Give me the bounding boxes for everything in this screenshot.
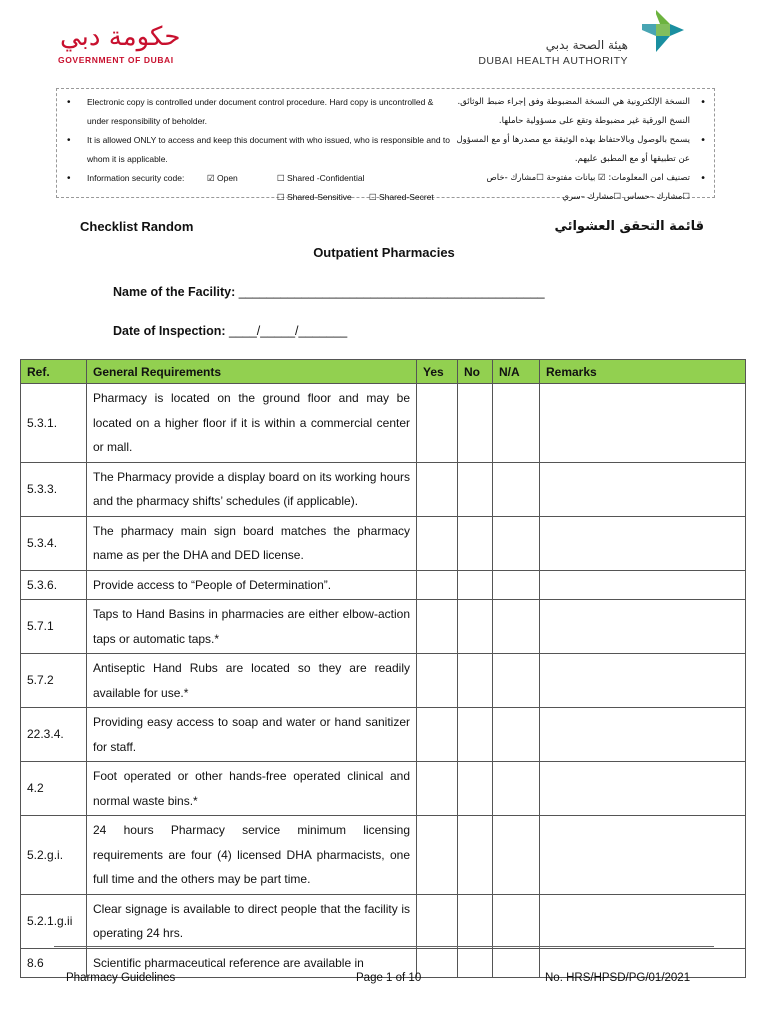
cell-ref: 5.2.g.i. [21, 816, 87, 895]
cell-remarks[interactable] [540, 600, 746, 654]
table-row [21, 762, 746, 816]
cell-yes[interactable] [417, 816, 458, 895]
cell-requirement: Taps to Hand Basins in pharmacies are either elbow-action taps or automatic taps.* [87, 600, 417, 654]
cell-yes[interactable] [417, 654, 458, 708]
cell-no[interactable] [458, 654, 493, 708]
footer-document-name: Pharmacy Guidelines [66, 972, 176, 984]
checklist-subtitle: Outpatient Pharmacies [313, 245, 455, 260]
notice-item-ar: • يسمح بالوصول وبالاحتفاظ بهذه الوثيقة مع مصدرها أو مع المسؤول عن تطبيقها أو مع المطبق عليهم. [446, 131, 706, 169]
cell-remarks[interactable] [540, 462, 746, 516]
cell-requirement: 24 hours Pharmacy service minimum licensing requirements are four (4) licensed DHA pharmacists, one full time and the others may be part time. [87, 816, 417, 895]
cell-ref: 5.7.1 [21, 600, 87, 654]
security-option-ar-1: ☐مشارك -خاص [486, 173, 544, 183]
header-remarks: Remarks [540, 360, 746, 384]
notice-item: • Electronic copy is controlled under document control procedure. Hard copy is uncontrolled & under responsibility of beholder. [65, 93, 455, 131]
cell-remarks[interactable] [540, 516, 746, 570]
cell-requirement: Foot operated or other hands-free operated clinical and normal waste bins.* [87, 762, 417, 816]
footer-divider [54, 946, 714, 947]
notice-item-ar: • النسخة الإلكترونية هي النسخة المضبوطة وفق إجراء ضبط الوثائق. النسخ الورقية غير مضبوطة وتقع على مسؤولية حاملها. [446, 93, 706, 131]
table-row [21, 654, 746, 708]
security-code-label-ar: تصنيف امن المعلومات: ☑ بيانات مفتوحة [546, 173, 690, 183]
cell-remarks[interactable] [540, 708, 746, 762]
cell-no[interactable] [458, 816, 493, 895]
header-ref: Ref. [21, 360, 87, 384]
cell-no[interactable] [458, 762, 493, 816]
cell-na[interactable] [493, 462, 540, 516]
cell-remarks[interactable] [540, 762, 746, 816]
table-header-row [21, 360, 746, 384]
cell-na[interactable] [493, 894, 540, 948]
inspection-date-blank[interactable]: ____/_____/_______ [225, 324, 348, 338]
cell-na[interactable] [493, 570, 540, 600]
table-row [21, 816, 746, 895]
cell-na[interactable] [493, 600, 540, 654]
header-na: N/A [493, 360, 540, 384]
cell-ref: 5.2.1.g.ii [21, 894, 87, 948]
checklist-title-arabic: قائمة التحقق العشوائي [554, 219, 704, 234]
cell-ref: 4.2 [21, 762, 87, 816]
cell-yes[interactable] [417, 600, 458, 654]
table-row [21, 570, 746, 600]
security-code-label: • Information security code: [87, 173, 185, 183]
cell-no[interactable] [458, 600, 493, 654]
dha-logo [474, 8, 684, 68]
gov-logo-text: GOVERNMENT OF DUBAI [58, 55, 174, 65]
security-option-ar-3: ☐مشارك –سري [562, 192, 622, 202]
table-row [21, 462, 746, 516]
cell-na[interactable] [493, 384, 540, 463]
notice-arabic [446, 93, 706, 207]
cell-requirement: Providing easy access to soap and water or hand sanitizer for staff. [87, 708, 417, 762]
table-row [21, 384, 746, 463]
cell-na[interactable] [493, 948, 540, 978]
cell-na[interactable] [493, 654, 540, 708]
dha-logo-text: DUBAI HEALTH AUTHORITY [478, 55, 628, 67]
cell-yes[interactable] [417, 462, 458, 516]
cell-requirement: Clear signage is available to direct people that the facility is operating 24 hrs. [87, 894, 417, 948]
dha-logo-arabic: هيئة الصحة بدبي [545, 38, 628, 52]
security-option-ar-2: ☐مشارك –حساس [623, 192, 690, 202]
cell-no[interactable] [458, 570, 493, 600]
cell-no[interactable] [458, 384, 493, 463]
table-row [21, 708, 746, 762]
cell-yes[interactable] [417, 762, 458, 816]
cell-remarks[interactable] [540, 816, 746, 895]
cell-na[interactable] [493, 762, 540, 816]
security-option-shared-confidential: ☐ Shared -Confidential [277, 173, 365, 183]
notice-item: • It is allowed ONLY to access and keep this document with who issued, who is responsible and to whom it is applicable. [65, 131, 455, 169]
cell-requirement: Antiseptic Hand Rubs are located so they are readily available for use.* [87, 654, 417, 708]
cell-no[interactable] [458, 462, 493, 516]
cell-na[interactable] [493, 708, 540, 762]
inspection-date-field[interactable] [113, 324, 347, 338]
cell-na[interactable] [493, 816, 540, 895]
cell-requirement: The Pharmacy provide a display board on its working hours and the pharmacy shifts’ schedules (if applicable). [87, 462, 417, 516]
cell-ref: 5.3.6. [21, 570, 87, 600]
cell-no[interactable] [458, 516, 493, 570]
cell-na[interactable] [493, 516, 540, 570]
notice-english [65, 93, 455, 207]
cell-ref: 5.3.3. [21, 462, 87, 516]
cell-requirement: Provide access to “People of Determination”. [87, 570, 417, 600]
cell-ref: 5.7.2 [21, 654, 87, 708]
notice-security-code [65, 169, 455, 207]
cell-ref: 5.3.4. [21, 516, 87, 570]
footer-document-number: No. HRS/HPSD/PG/01/2021 [545, 972, 691, 984]
cell-ref: 8.6 [21, 948, 87, 978]
header-requirements: General Requirements [87, 360, 417, 384]
cell-yes[interactable] [417, 570, 458, 600]
government-of-dubai-logo [54, 22, 194, 68]
checklist-title: Checklist Random [80, 219, 194, 234]
notice-security-code-ar [446, 169, 706, 207]
cell-yes[interactable] [417, 894, 458, 948]
table-row [21, 894, 746, 948]
cell-remarks[interactable] [540, 894, 746, 948]
cell-yes[interactable] [417, 948, 458, 978]
cell-no[interactable] [458, 708, 493, 762]
gov-logo-script: حكومة دبي [60, 22, 181, 52]
cell-remarks[interactable] [540, 570, 746, 600]
table-row [21, 600, 746, 654]
facility-name-field[interactable] [113, 285, 545, 299]
dha-emblem-icon [626, 8, 686, 54]
facility-name-label: Name of the Facility: [113, 285, 236, 299]
security-option-open: ☑ Open [207, 173, 238, 183]
cell-remarks[interactable] [540, 384, 746, 463]
facility-name-blank[interactable]: ____________________________________________ [235, 285, 545, 299]
cell-yes[interactable] [417, 708, 458, 762]
cell-yes[interactable] [417, 384, 458, 463]
cell-remarks[interactable] [540, 654, 746, 708]
document-control-notice [56, 88, 715, 202]
cell-ref: 22.3.4. [21, 708, 87, 762]
security-option-shared-secret: ☐ Shared-Secret [369, 192, 434, 202]
cell-requirement: Scientific pharmaceutical reference are available in [87, 948, 417, 978]
footer-page-number: Page 1 of 10 [356, 972, 422, 984]
cell-yes[interactable] [417, 516, 458, 570]
table-row [21, 516, 746, 570]
header-yes: Yes [417, 360, 458, 384]
inspection-date-label: Date of Inspection: [113, 324, 226, 338]
cell-no[interactable] [458, 894, 493, 948]
cell-no[interactable] [458, 948, 493, 978]
cell-requirement: The pharmacy main sign board matches the pharmacy name as per the DHA and DED license. [87, 516, 417, 570]
security-option-shared-sensitive: ☐ Shared-Sensitive [277, 192, 352, 202]
cell-requirement: Pharmacy is located on the ground floor and may be located on a higher floor if it is within a commercial center or mall. [87, 384, 417, 463]
cell-ref: 5.3.1. [21, 384, 87, 463]
requirements-table [20, 359, 746, 978]
header-no: No [458, 360, 493, 384]
